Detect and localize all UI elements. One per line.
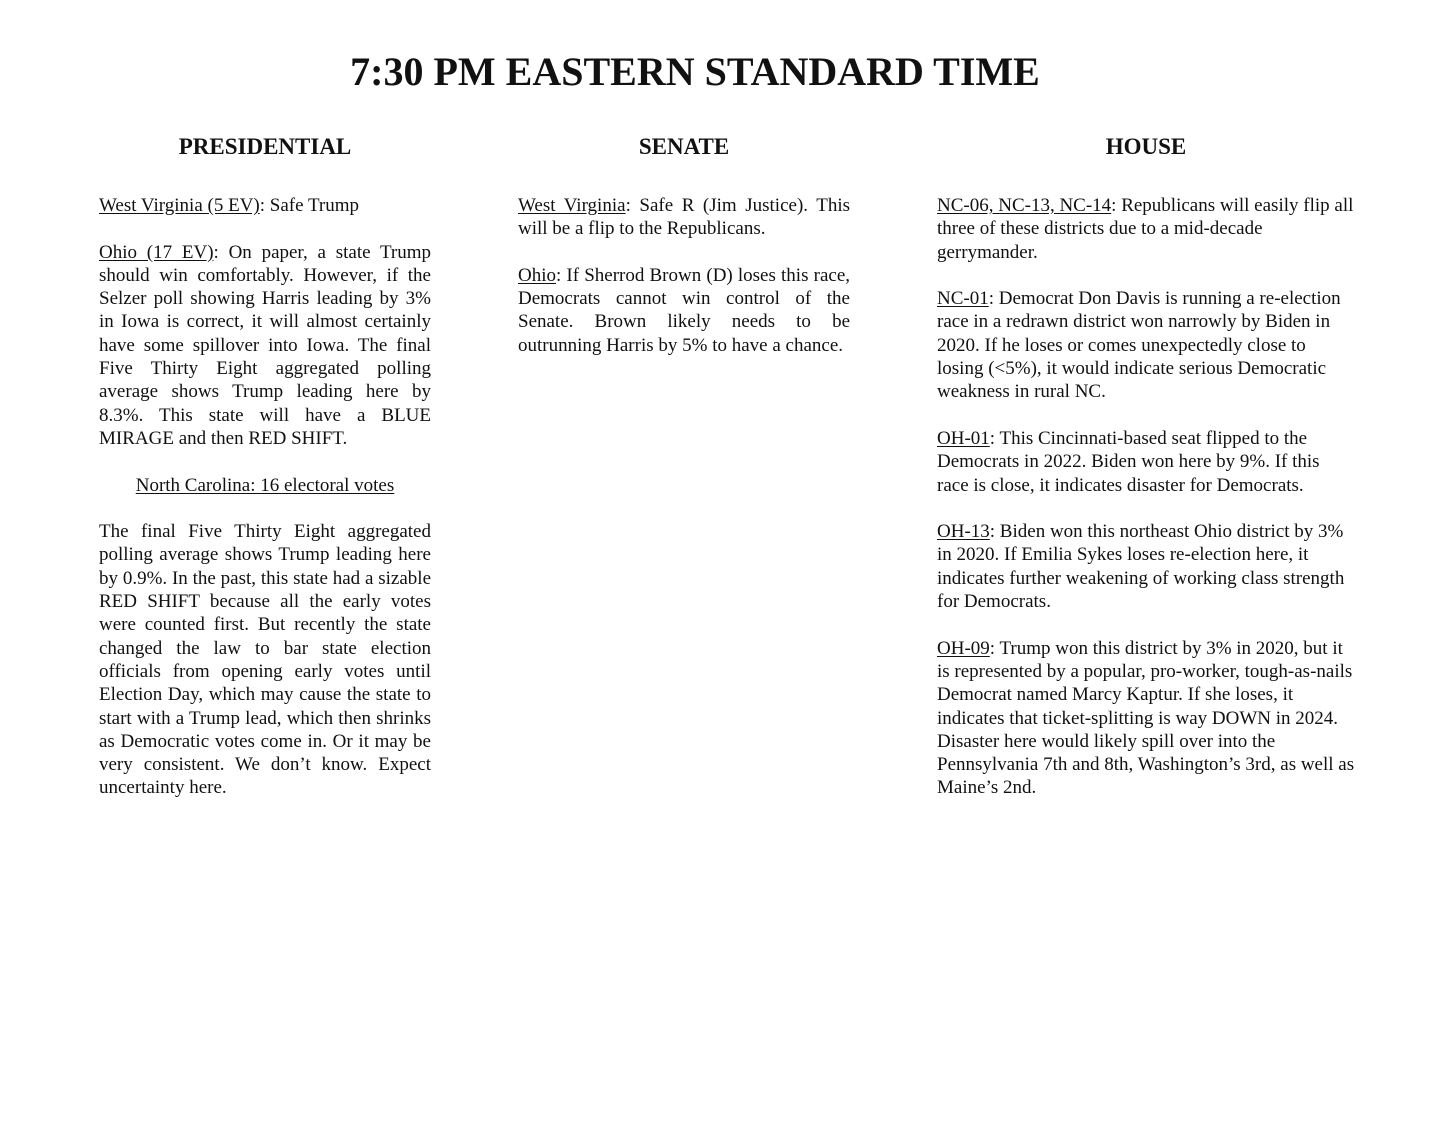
entry-text: : On paper, a state Trump should win comfortably. However, if the Selzer poll showing Harris leading by 3% in Iowa is correct, it will almost certainly have some spillover into Iowa. The final Five Thirty Eight aggregated polling average shows Trump leading here by 8.3%. This state will have a BLUE MIRAGE and then RED SHIFT. (99, 241, 432, 449)
entry-ohio-pres (99, 241, 431, 451)
entry-text: : Biden won this northeast Ohio district by 3% in 2020. If Emilia Sykes loses re-election here, it indicates further weakening of working class strength for Democrats. (937, 521, 1345, 613)
entry-text: : Safe Trump (259, 195, 359, 216)
entry-north-carolina-heading (99, 474, 431, 497)
senate-column (518, 130, 850, 380)
entry-oh-09 (937, 637, 1355, 800)
house-heading: HOUSE (1105, 134, 1187, 159)
entry-label: OH-09 (937, 637, 990, 659)
entry-label: OH-13 (937, 521, 990, 543)
entry-nc-06-13-14 (937, 194, 1355, 264)
senate-heading: SENATE (638, 134, 730, 159)
entry-label: West Virginia (518, 195, 626, 216)
entry-west-virginia-senate (518, 194, 850, 241)
entry-west-virginia-pres (99, 194, 431, 217)
house-column (937, 130, 1355, 823)
entry-nc-01 (937, 287, 1355, 403)
entry-text: : This Cincinnati-based seat flipped to the Democrats in 2022. Biden won here by 9%. If this race is close, it indicates disaster for Democrats. (937, 427, 1320, 496)
entry-oh-01 (937, 427, 1355, 497)
entry-text: : Safe R (Jim Justice). This will be a flip to the Republicans. (518, 195, 850, 240)
page-title: 7:30 PM EASTERN STANDARD TIME (350, 49, 1040, 94)
entry-text: : Republicans will easily flip all three of these districts due to a mid-decade gerrymander. (937, 195, 1354, 263)
entry-label: Ohio (518, 264, 556, 286)
entry-label: NC-01 (937, 288, 989, 310)
entry-text: : Trump won this district by 3% in 2020, but it is represented by a popular, pro-worker, tough-as-nails Democrat named Marcy Kaptur. If she loses, it indicates that ticket-splitting is way DOWN in 2024. Disaster here would likely spill over into the Pennsylvania 7th and 8th, Washington’s 3rd, as well as Maine’s 2nd. (937, 637, 1355, 799)
presidential-heading: PRESIDENTIAL (178, 134, 352, 159)
entry-label: NC-06, NC-13, NC-14 (937, 195, 1112, 216)
entry-oh-13 (937, 520, 1355, 613)
entry-label: West Virginia (5 EV) (99, 195, 260, 216)
presidential-column (99, 130, 431, 823)
entry-ohio-senate (518, 264, 850, 357)
entry-label: Ohio (17 EV) (99, 241, 214, 263)
entry-label: North Carolina: 16 electoral votes (135, 474, 395, 496)
entry-north-carolina-text: The final Five Thirty Eight aggregated polling average shows Trump leading here by 0.9%. In the past, this state had a sizable RED SHIFT because all the early votes were counted first. But recently the state changed the law to bar state election officials from opening early votes until Election Day, which may cause the state to start with a Trump lead, which then shrinks as Democratic votes come in. Or it may be very consistent. We don’t know. Expect uncertainty here. (99, 521, 431, 799)
entry-label: OH-01 (937, 427, 990, 449)
entry-text: : If Sherrod Brown (D) loses this race, Democrats cannot win control of the Senate. Brown likely needs to be outrunning Harris by 5% to have a chance. (518, 264, 850, 356)
entry-text: : Democrat Don Davis is running a re-election race in a redrawn district won narrowly by Biden in 2020. If he loses or comes unexpectedly close to losing (<5%), it would indicate serious Democratic weakness in rural NC. (937, 288, 1341, 403)
